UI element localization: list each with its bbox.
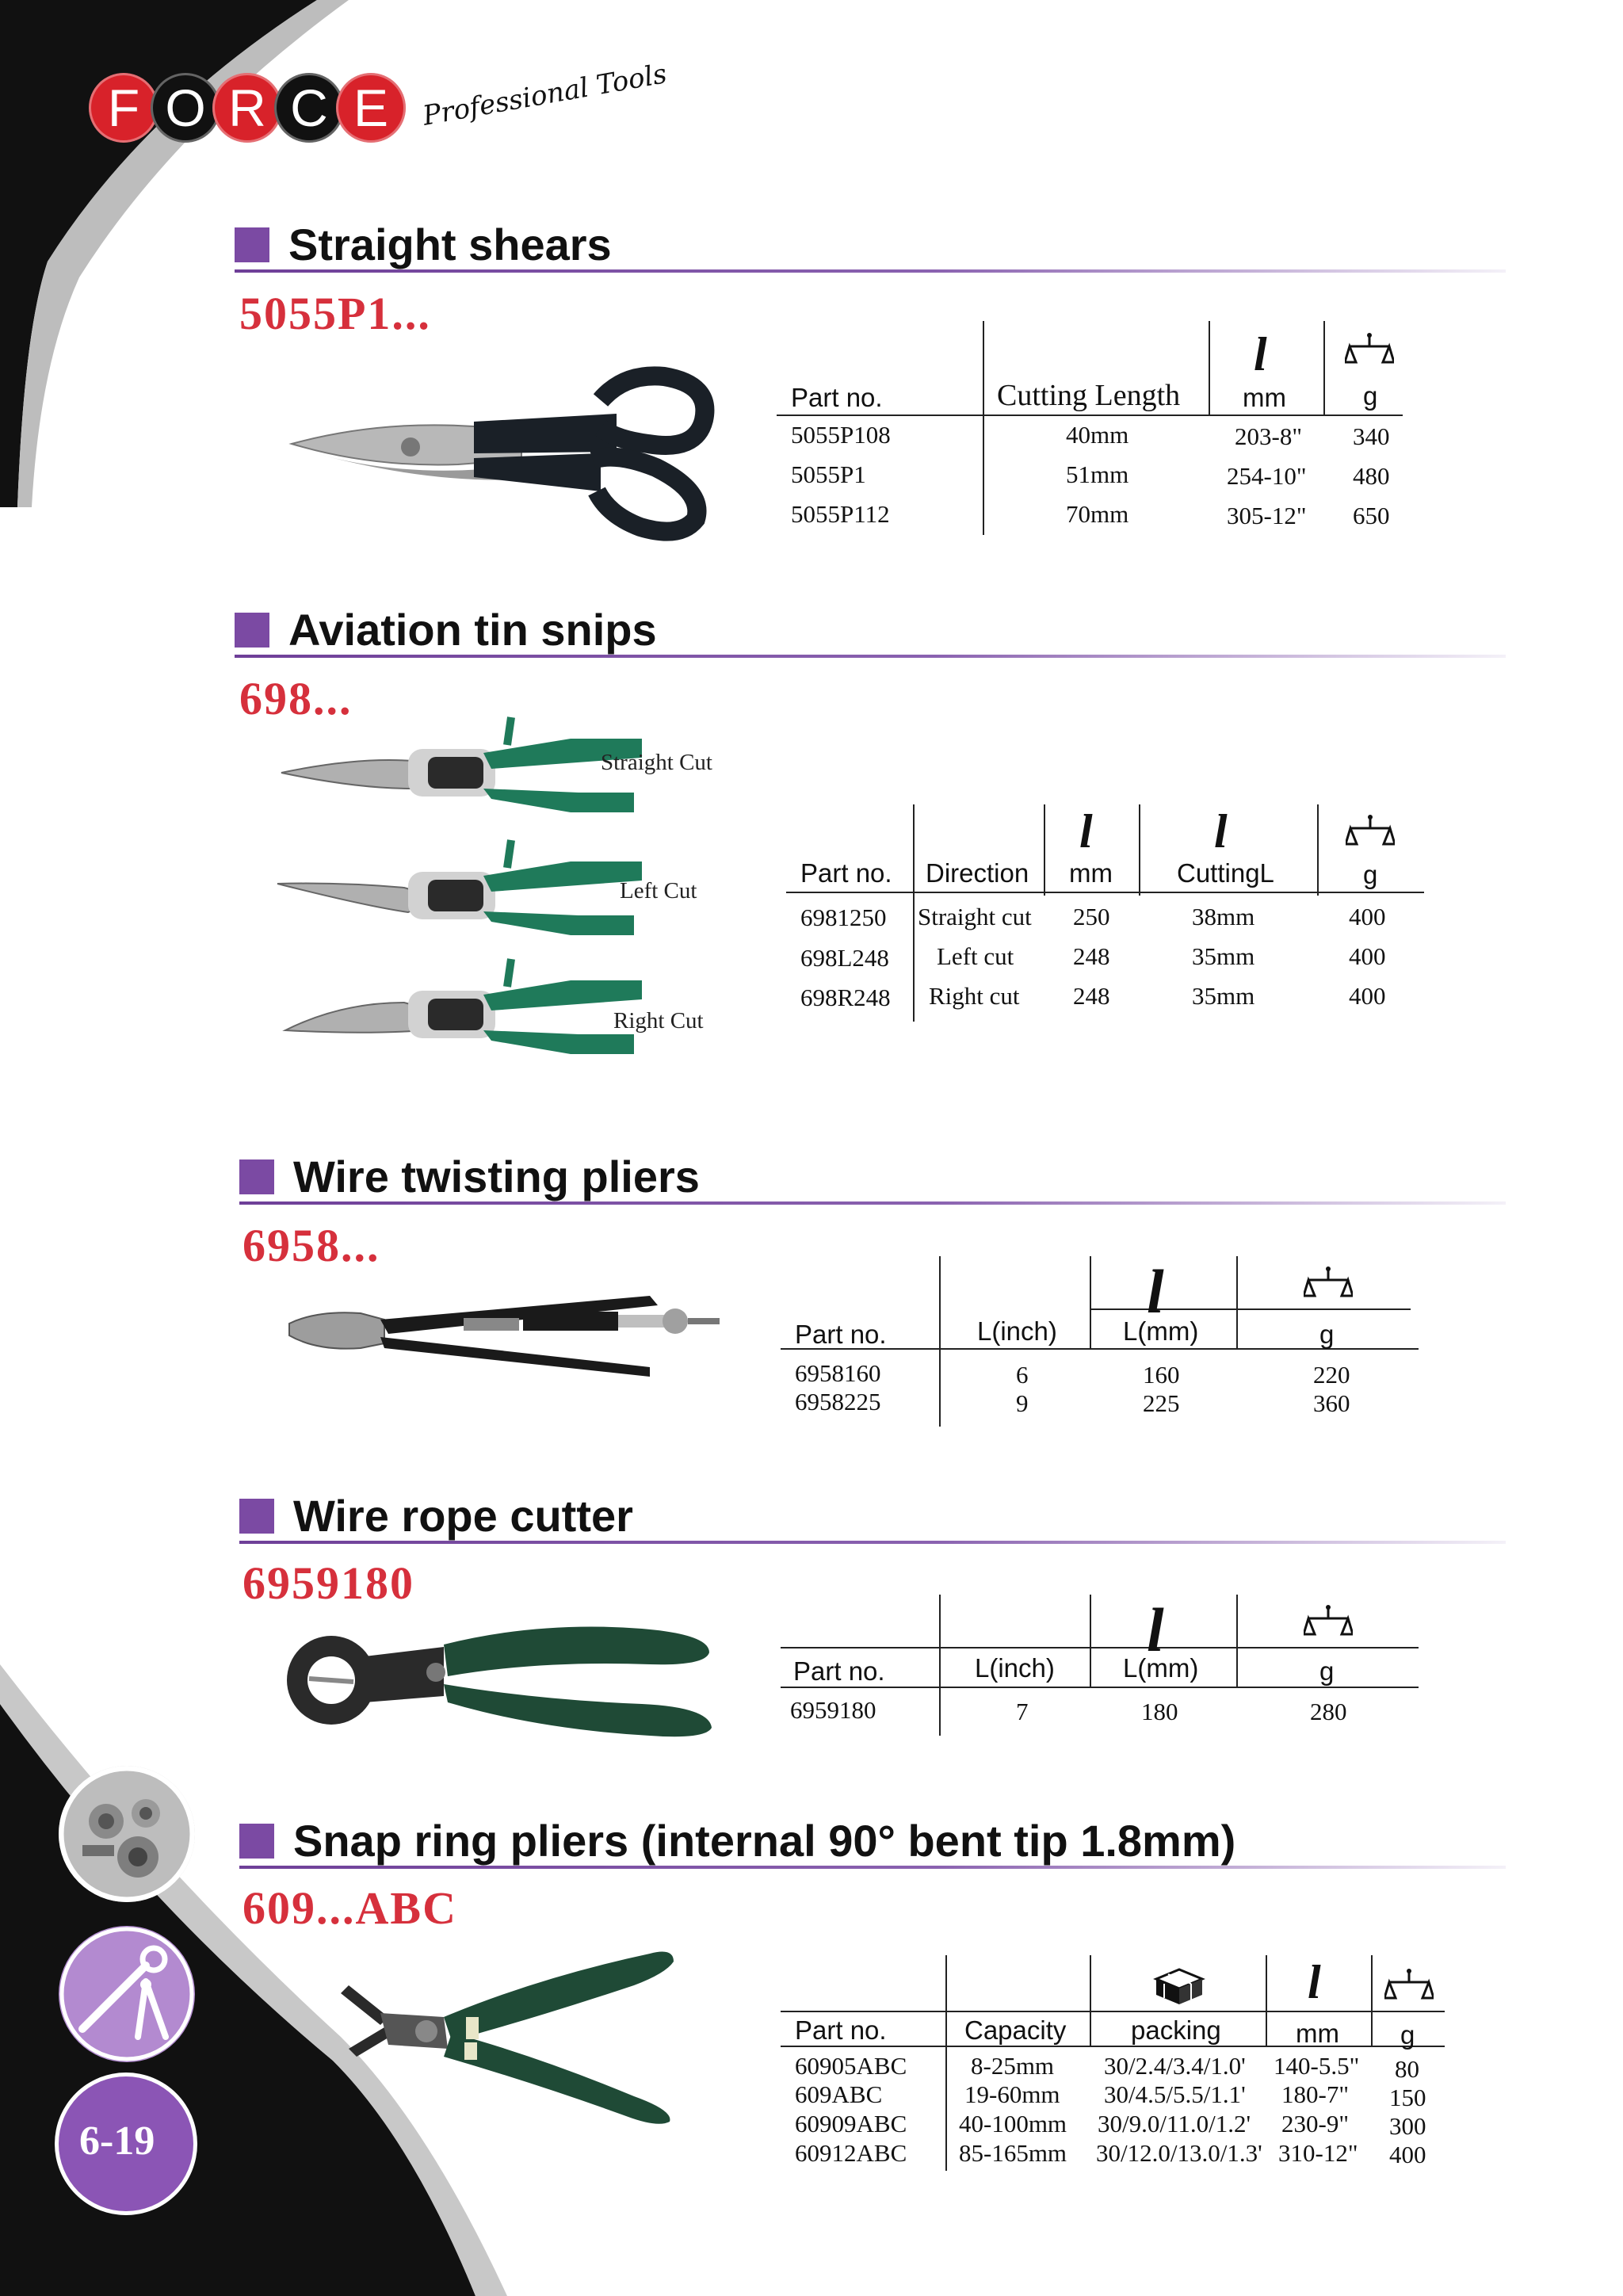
length-icon: l [1308, 1956, 1321, 2008]
balance-scale-icon [1384, 1966, 1434, 2015]
table-cell: 650 [1353, 502, 1390, 529]
straight-shears-image [284, 365, 727, 543]
spec-table [777, 321, 1411, 539]
table-cell: 5055P112 [791, 500, 890, 528]
table-cell: 310-12" [1278, 2139, 1358, 2167]
table-cell: 7 [1016, 1698, 1029, 1725]
table-cell: 698R248 [800, 984, 891, 1011]
table-cell: 80 [1395, 2055, 1419, 2083]
table-cell: 480 [1353, 462, 1390, 490]
section-heading [239, 1151, 700, 1202]
balance-scale-icon [1346, 812, 1395, 861]
table-cell: 203-8" [1235, 422, 1302, 450]
spec-table [786, 804, 1436, 1026]
table-cell: 248 [1073, 982, 1110, 1010]
column-header: mm [1296, 2019, 1339, 2048]
spec-table [781, 1256, 1423, 1431]
section-marker [239, 1499, 274, 1534]
balance-scale-icon [1304, 1603, 1353, 1651]
table-cell: Straight cut [918, 903, 1032, 930]
column-header: Part no. [793, 1656, 885, 1686]
table-cell: 35mm [1192, 982, 1255, 1010]
column-header: packing [1131, 2015, 1221, 2045]
table-cell: 30/4.5/5.5/1.1' [1104, 2080, 1246, 2108]
column-header: Direction [926, 858, 1029, 888]
column-header: Part no. [795, 1320, 887, 1349]
section-marker [239, 1824, 274, 1859]
table-cell: 698L248 [800, 944, 889, 972]
hand-tools-category-badge [59, 1926, 195, 2062]
logo-letter: R [212, 73, 282, 143]
section-rule [235, 269, 1506, 273]
length-icon: l [1254, 328, 1267, 380]
table-cell: 180 [1141, 1698, 1178, 1725]
column-header: g [1400, 2020, 1415, 2050]
product-code: 609...ABC [242, 1882, 457, 1934]
table-cell: 6959180 [790, 1696, 876, 1724]
section-title: Wire rope cutter [293, 1491, 633, 1541]
balance-scale-icon [1345, 330, 1394, 379]
table-cell: 30/2.4/3.4/1.0' [1104, 2052, 1246, 2080]
column-header: g [1319, 1656, 1335, 1686]
column-header: L(inch) [975, 1653, 1055, 1683]
section-heading [235, 604, 657, 655]
section-heading [239, 1815, 1235, 1866]
section-title: Aviation tin snips [288, 605, 657, 655]
section-marker [235, 613, 269, 648]
image-caption: Right Cut [613, 1008, 704, 1033]
table-cell: 230-9" [1281, 2110, 1349, 2137]
brand-logo [89, 58, 670, 146]
table-cell: 30/12.0/13.0/1.3' [1096, 2139, 1262, 2167]
table-cell: 280 [1310, 1698, 1347, 1725]
image-caption: Straight Cut [601, 750, 712, 775]
table-cell: 5055P1 [791, 460, 866, 488]
logo-letter: C [274, 73, 344, 143]
table-cell: Right cut [929, 982, 1020, 1010]
table-cell: 140-5.5" [1274, 2052, 1360, 2080]
table-cell: 6958225 [795, 1388, 881, 1415]
column-header: L(mm) [1123, 1653, 1199, 1683]
table-cell: 360 [1313, 1389, 1350, 1417]
column-header: mm [1243, 383, 1286, 412]
column-header: Capacity [964, 2015, 1067, 2045]
table-cell: 254-10" [1227, 462, 1307, 490]
spec-table [781, 1595, 1423, 1737]
table-cell: 19-60mm [964, 2080, 1060, 2108]
engine-category-badge [59, 1766, 195, 1902]
table-cell: 300 [1389, 2112, 1426, 2140]
table-cell: 9 [1016, 1389, 1029, 1417]
table-cell: 51mm [1066, 460, 1129, 488]
logo-letter: F [89, 73, 158, 143]
table-cell: 400 [1389, 2141, 1426, 2168]
section-title: Snap ring pliers (internal 90° bent tip 1.8mm) [293, 1816, 1236, 1866]
table-cell: 400 [1349, 903, 1386, 930]
table-cell: 400 [1349, 942, 1386, 970]
table-cell: 180-7" [1281, 2080, 1349, 2108]
table-cell: 6958160 [795, 1359, 881, 1387]
column-header: g [1363, 381, 1378, 411]
logo-tagline: Professional Tools [420, 58, 670, 132]
table-cell: 60909ABC [795, 2110, 907, 2137]
column-header: CuttingL [1177, 858, 1274, 888]
length-icon: l [1079, 805, 1093, 858]
section-title: Straight shears [288, 220, 612, 269]
column-header: Part no. [791, 383, 883, 412]
column-header: g [1363, 860, 1378, 889]
section-heading [239, 1490, 633, 1541]
column-header: g [1319, 1320, 1335, 1349]
column-header: Part no. [795, 2015, 887, 2045]
product-code: 698... [239, 673, 353, 724]
table-cell: Left cut [937, 942, 1014, 970]
table-cell: 6 [1016, 1361, 1029, 1389]
page-number: 6-19 [79, 2118, 155, 2164]
box-icon [1153, 1966, 1205, 2010]
table-cell: 85-165mm [959, 2139, 1067, 2167]
section-marker [235, 227, 269, 262]
table-cell: 30/9.0/11.0/1.2' [1098, 2110, 1251, 2137]
table-cell: 150 [1389, 2084, 1426, 2111]
column-header: L(mm) [1123, 1316, 1199, 1346]
image-caption: Left Cut [620, 878, 697, 904]
table-cell: 35mm [1192, 942, 1255, 970]
table-cell: 8-25mm [971, 2052, 1055, 2080]
wire-twisting-pliers-image [285, 1288, 729, 1379]
logo-letter: E [336, 73, 406, 143]
column-header: Cutting Length [997, 379, 1181, 412]
table-cell: 40mm [1066, 421, 1129, 449]
spec-table [781, 1955, 1446, 2177]
table-cell: 160 [1143, 1361, 1180, 1389]
product-code: 5055P1... [239, 288, 431, 339]
table-cell: 6981250 [800, 904, 887, 931]
table-cell: 38mm [1192, 903, 1255, 930]
table-cell: 5055P108 [791, 421, 891, 449]
table-cell: 40-100mm [959, 2110, 1067, 2137]
table-cell: 305-12" [1227, 502, 1307, 529]
section-rule [239, 1201, 1506, 1205]
column-header: L(inch) [977, 1316, 1057, 1346]
table-cell: 60912ABC [795, 2139, 907, 2167]
logo-letter: O [151, 73, 220, 143]
tin-snips-image [269, 713, 658, 1062]
table-cell: 248 [1073, 942, 1110, 970]
length-icon: l [1147, 1595, 1164, 1664]
balance-scale-icon [1304, 1264, 1353, 1312]
table-cell: 340 [1353, 422, 1390, 450]
table-cell: 609ABC [795, 2080, 883, 2108]
table-cell: 400 [1349, 982, 1386, 1010]
snap-ring-pliers-image [333, 1938, 697, 2128]
table-cell: 220 [1313, 1361, 1350, 1389]
column-header: Part no. [800, 858, 892, 888]
table-cell: 60905ABC [795, 2052, 907, 2080]
table-cell: 225 [1143, 1389, 1180, 1417]
section-marker [239, 1159, 274, 1194]
section-heading [235, 219, 612, 270]
section-rule [239, 1866, 1506, 1869]
length-icon: l [1147, 1257, 1164, 1326]
section-title: Wire twisting pliers [293, 1152, 700, 1201]
column-header: mm [1069, 858, 1113, 888]
product-code: 6959180 [242, 1557, 414, 1609]
table-cell: 250 [1073, 903, 1110, 930]
product-code: 6958... [242, 1220, 380, 1271]
section-rule [235, 655, 1506, 658]
wire-rope-cutter-image [277, 1609, 721, 1744]
length-icon: l [1214, 805, 1228, 858]
table-cell: 70mm [1066, 500, 1129, 528]
section-rule [239, 1541, 1506, 1544]
